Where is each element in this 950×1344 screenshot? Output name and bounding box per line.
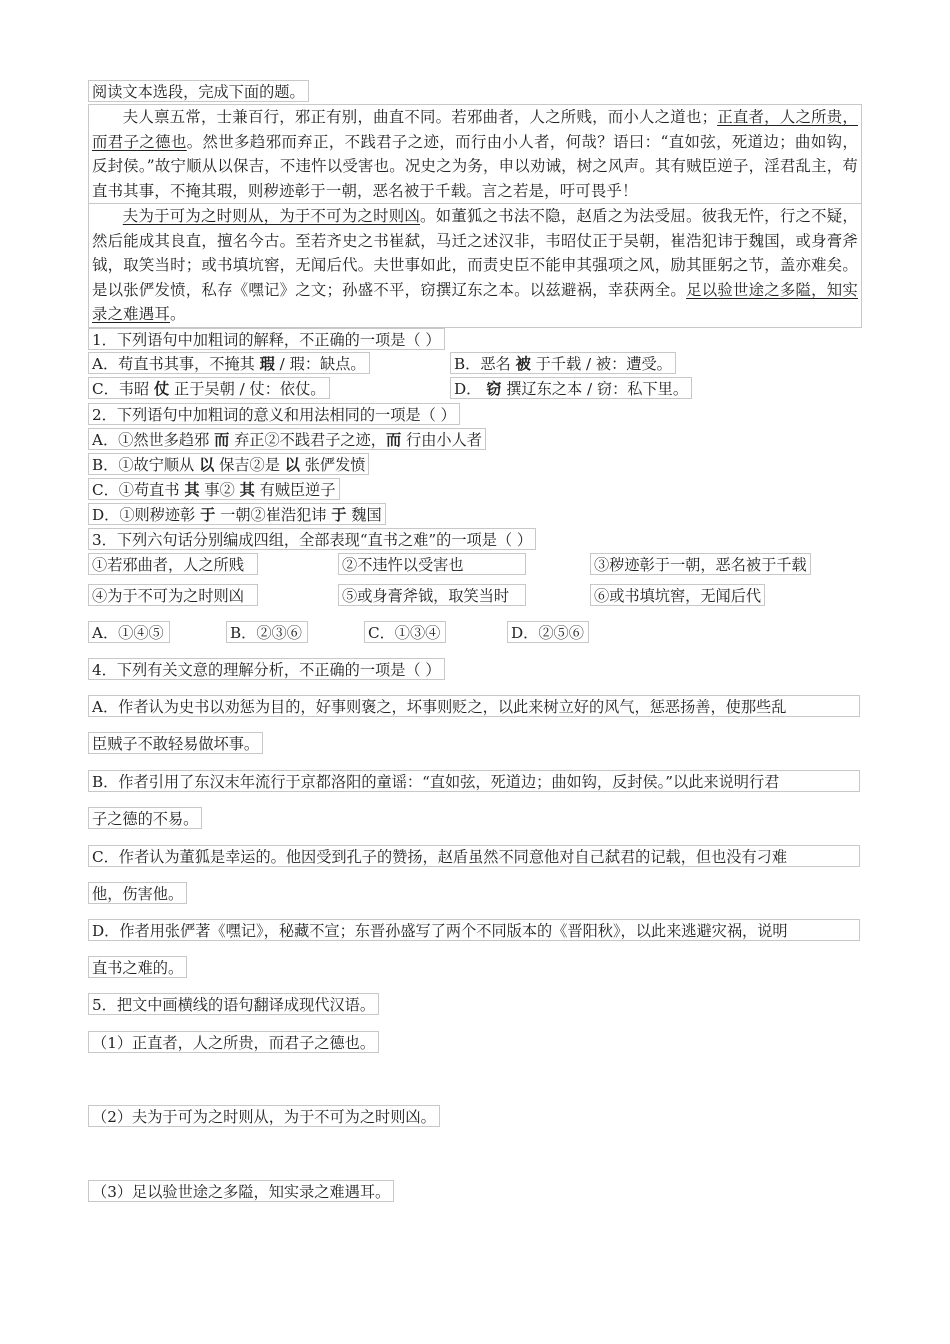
underlined-sentence-2: 夫为于可为之时则从，为于不可为之时则凶 (122, 207, 421, 225)
q1-option-a[interactable] (88, 352, 370, 374)
bold-word: 以 (284, 456, 300, 474)
passage-text: 。然世多趋邪而弃正，不践君子之迹，而行由小人者，何哉？语曰：“直如弦，死道边；曲如钩，反封侯。”故宁顺从以保吉，不违忤以受害也。况史之为务，申以劝诫，树之风声。其有贼臣逆子，淫君乱主，苟直书其事，不掩其瑕，则秽迹彰于一朝，恶名被于千载。言之若是，吁可畏乎！ (92, 132, 859, 200)
q3-item-1: ①若邪曲者，人之所贱 (88, 553, 258, 575)
bold-word: 仗 (154, 380, 170, 398)
bold-word: 以 (199, 456, 215, 474)
q4-option-a-line1[interactable]: A．作者认为史书以劝惩为目的，好事则褒之，坏事则贬之，以此来树立好的风气，惩恶扬善，使那些乱 (88, 695, 860, 717)
passage-text: 夫人禀五常，士兼百行，邪正有别，曲直不同。若邪曲者，人之所贱，而小人之道也； (122, 108, 718, 126)
bold-word: 于 (200, 506, 216, 524)
q4-option-c-line1[interactable]: C．作者认为董狐是幸运的。他因受到孔子的赞扬，赵盾虽然不同意他对自己弑君的记载，但也没有刁难 (88, 845, 860, 867)
option-text: A．①然世多趋邪 (92, 431, 215, 449)
option-text: 事② (199, 481, 240, 499)
option-text: 撰辽东之本 / 窃：私下里。 (501, 380, 689, 398)
q4-option-d-line2[interactable]: 直书之难的。 (88, 956, 187, 978)
option-text: 一朝②崔浩犯讳 (215, 506, 332, 524)
q5-sentence-2: （2）夫为于可为之时则从，为于不可为之时则凶。 (88, 1105, 440, 1127)
option-text: 行由小人者 (401, 431, 482, 449)
option-text: 弃正②不践君子之迹， (229, 431, 386, 449)
q3-choice-b[interactable]: B．②③⑥ (226, 621, 308, 643)
bold-word: 其 (184, 481, 200, 499)
bold-word: 于 (331, 506, 347, 524)
option-text: A．苟直书其事，不掩其 (92, 355, 260, 373)
passage-paragraph-1 (88, 104, 862, 204)
bold-word: 其 (239, 481, 255, 499)
q1-option-c[interactable] (88, 377, 330, 399)
q4-option-b-line2[interactable]: 子之德的不易。 (88, 807, 202, 829)
q4-option-d-line1[interactable]: D．作者用张俨著《嘿记》，秘藏不宣；东晋孙盛写了两个不同版本的《晋阳秋》，以此来逃避灾祸，说明 (88, 919, 860, 941)
q4-option-a-line2[interactable]: 臣贼子不敢轻易做坏事。 (88, 732, 263, 754)
option-text: C．①苟直书 (92, 481, 185, 499)
passage-text: 。 (169, 305, 186, 323)
q2-option-b[interactable] (88, 453, 369, 475)
q1-option-d[interactable] (450, 377, 692, 399)
q3-item-6: ⑥或书填坑窖，无闻后代 (590, 584, 765, 606)
q3-choice-a[interactable]: A．①④⑤ (88, 621, 170, 643)
q3-item-2: ②不违忤以受害也 (338, 553, 526, 575)
option-text: 于千载 / 被：遭受。 (530, 355, 672, 373)
q1-option-b[interactable] (450, 352, 676, 374)
q3-item-4: ④为于不可为之时则凶 (88, 584, 258, 606)
option-text: 保吉②是 (214, 456, 285, 474)
q4-option-c-line2[interactable]: 他，伤害他。 (88, 882, 187, 904)
q4-option-b-line1[interactable]: B．作者引用了东汉末年流行于京都洛阳的童谣：“直如弦，死道边；曲如钩，反封侯。”以此来说明行君 (88, 770, 860, 792)
option-text: D．①则秽迹彰 (92, 506, 201, 524)
option-text: B．恶名 (454, 355, 516, 373)
option-text: 有贼臣逆子 (254, 481, 336, 499)
option-text: D． (454, 380, 487, 398)
underlined-sentence-1: 正直者，人之所贵，而君子之德也 (92, 108, 858, 151)
bold-word: 窃 (486, 380, 502, 398)
q3-choice-d[interactable]: D．②⑤⑥ (507, 621, 589, 643)
q2-option-c[interactable] (88, 478, 340, 500)
bold-word: 瑕 (259, 355, 275, 373)
q2-option-d[interactable] (88, 503, 386, 525)
q3-choice-c[interactable]: C．①③④ (364, 621, 446, 643)
q5-sentence-3: （3）足以验世途之多隘，知实录之难遇耳。 (88, 1180, 394, 1202)
passage-paragraph-2 (88, 203, 862, 328)
option-text: 魏国 (346, 506, 382, 524)
option-text: B．①故宁顺从 (92, 456, 200, 474)
bold-word: 被 (515, 355, 531, 373)
option-text: 正于吴朝 / 仗：依仗。 (169, 380, 326, 398)
underlined-sentence-3: 足以验世途之多隘，知实录之难遇耳 (92, 280, 859, 323)
bold-word: 而 (214, 431, 230, 449)
q3-item-5: ⑤或身膏斧钺，取笑当时 (338, 584, 526, 606)
q2-stem: 2．下列语句中加粗词的意义和用法相同的一项是（ ） (88, 403, 460, 425)
q4-stem: 4．下列有关文意的理解分析，不正确的一项是（ ） (88, 658, 445, 680)
q3-item-3: ③秽迹彰于一朝，恶名被于千载 (590, 553, 811, 575)
passage-text: 。如董狐之书法不隐，赵盾之为法受屈。彼我无忤，行之不疑，然后能成其良直，擅名今古。至若齐史之书崔弑，马迁之述汉非，韦昭仗正于吴朝，崔浩犯讳于魏国，或身膏斧钺，取笑当时；或书填坑窖，无闻后代。夫世事如此，而责史臣不能申其强项之风，励其匪躬之节，盖亦难矣。是以张俨发愤，私存《嘿记》之文；孙盛不平，窃撰辽东之本。以兹避祸，幸获两全。 (92, 207, 858, 299)
instruction: 阅读文本选段，完成下面的题。 (88, 80, 309, 102)
q1-stem: 1．下列语句中加粗词的解释，不正确的一项是（ ） (88, 328, 445, 350)
option-text: C．韦昭 (92, 380, 155, 398)
option-text: 张俨发愤 (299, 456, 366, 474)
q5-sentence-1: （1）正直者，人之所贵，而君子之德也。 (88, 1031, 379, 1053)
q3-stem: 3．下列六句话分别编成四组，全部表现“直书之难”的一项是（ ） (88, 528, 536, 550)
option-text: / 瑕：缺点。 (274, 355, 366, 373)
q5-stem: 5．把文中画横线的语句翻译成现代汉语。 (88, 993, 379, 1015)
q2-option-a[interactable] (88, 428, 486, 450)
bold-word: 而 (386, 431, 402, 449)
